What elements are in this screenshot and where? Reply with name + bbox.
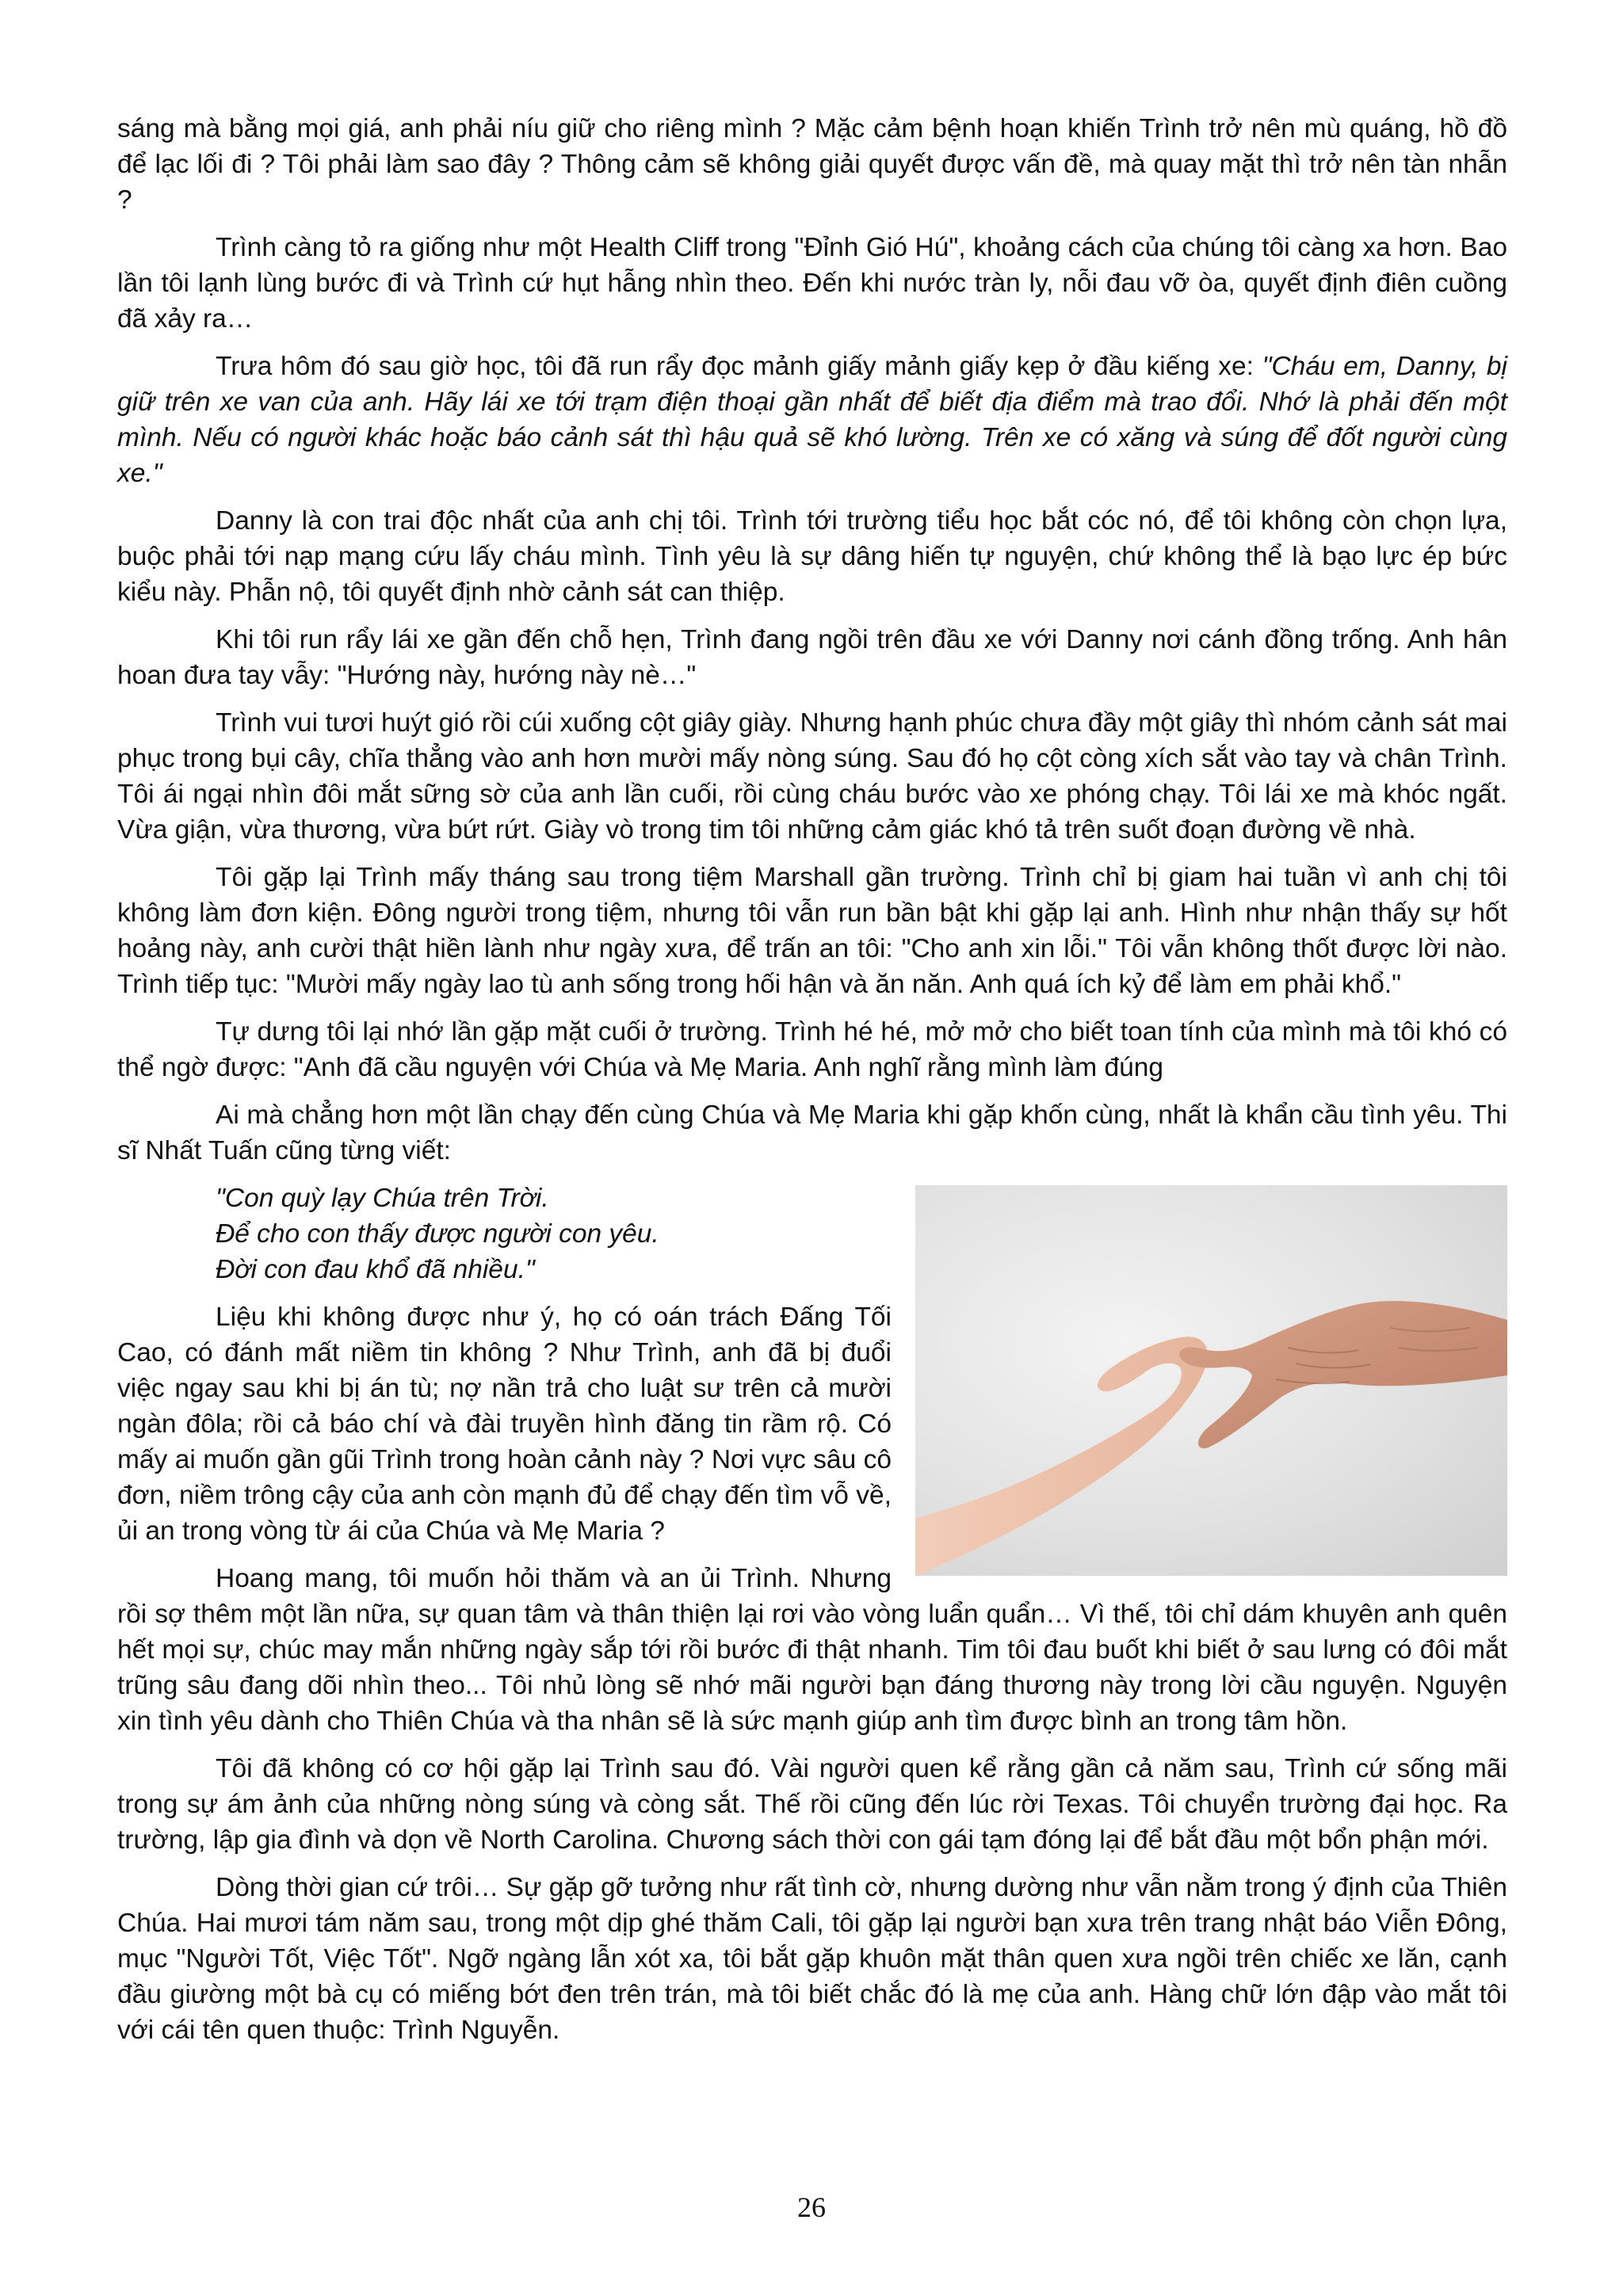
paragraph-13: Dòng thời gian cứ trôi… Sự gặp gỡ tưởng như rất tình cờ, nhưng dường như vẫn nằm trong ý định của Thiên Chúa. Hai mươi tám năm sau, trong một dịp ghé thăm Cali, tôi gặp lại người bạn xưa trên trang nhật báo Viễn Đông, mục "Người Tốt, Việc Tốt". Ngỡ ngàng lẫn xót xa, tôi bắt gặp khuôn mặt thân quen xưa ngồi trên chiếc xe lăn, cạnh đầu giường một bà cụ có miếng bớt đen trên trán, mà tôi biết chắc đó là mẹ của anh. Hàng chữ lớn đập vào mắt tôi với cái tên quen thuộc: Trình Nguyễn. [117,1873,1507,2045]
hands-photo [915,1185,1507,1576]
old-hand [1179,1301,1507,1448]
ransom-note-quote: "Cháu em, Danny, bị giữ trên xe van của anh. Hãy lái xe tới trạm điện thoại gần nhất để biết địa điểm mà trao đổi. Nhớ là phải đến một mình. Nếu có người khác hoặc báo cảnh sát thì hậu quả sẽ khó lường. Trên xe có xăng và súng để đốt người cùng xe." [117,352,1507,488]
page-number: 26 [797,2191,826,2223]
paragraph-10: Liệu khi không được như ý, họ có oán trách Đấng Tối Cao, có đánh mất niềm tin không ? Như Trình, anh đã bị đuổi việc ngay sau khi bị án tù; nợ nần trả cho luật sư trên cả mười ngàn đôla; rồi cả báo chí và đài truyền hình đăng tin rầm rộ. Có mấy ai muốn gần gũi Trình trong hoàn cảnh này ? Nơi vực sâu cô đơn, niềm trông cậy của anh còn mạnh đủ để chạy đến tìm vỗ về, ủi an trong vòng từ ái của Chúa và Mẹ Maria ? [117,1302,892,1546]
paragraph-9: Ai mà chẳng hơn một lần chạy đến cùng Chúa và Mẹ Maria khi gặp khốn cùng, nhất là khẩn cầu tình yêu. Thi sĩ Nhất Tuấn cũng từng viết: [117,1100,1507,1165]
poem-line: "Con quỳ lạy Chúa trên Trời. [216,1184,549,1213]
hands-illustration [915,1185,1507,1576]
poem-line: Để cho con thấy được người con yêu. [216,1219,659,1249]
paragraph-3-lead: Trưa hôm đó sau giờ học, tôi đã run rẩy đọc mảnh giấy mảnh giấy kẹp ở đầu kiếng xe: [216,352,1262,381]
poem-line: Đời con đau khổ đã nhiều." [216,1255,535,1284]
paragraph-11: Hoang mang, tôi muốn hỏi thăm và an ủi Trình. Nhưng rồi sợ thêm một lần nữa, sự quan tâm và thân thiện lại rơi vào vòng luẩn quẩn… Vì thế, tôi chỉ dám khuyên anh quên hết mọi sự, chúc may mắn những ngày sắp tới rồi bước đi thật nhanh. Tim tôi đau buốt khi biết ở sau lưng có đôi mắt trũng sâu đang dõi nhìn theo... Tôi nhủ lòng sẽ nhớ mãi người bạn đáng thương này trong lời cầu nguyện. Nguyện xin tình yêu dành cho Thiên Chúa và tha nhân sẽ là sức mạnh giúp anh tìm được bình an trong tâm hồn. [117,1564,1507,1736]
paragraph-8: Tự dưng tôi lại nhớ lần gặp mặt cuối ở trường. Trình hé hé, mở mở cho biết toan tính của mình mà tôi khó có thể ngờ được: "Anh đã cầu nguyện với Chúa và Mẹ Maria. Anh nghĩ rằng mình làm đúng [117,1017,1507,1082]
paragraph-5: Khi tôi run rẩy lái xe gần đến chỗ hẹn, Trình đang ngồi trên đầu xe với Danny nơi cánh đồng trống. Anh hân hoan đưa tay vẫy: "Hướng này, hướng này nè…" [117,625,1507,690]
paragraph-1: sáng mà bằng mọi giá, anh phải níu giữ cho riêng mình ? Mặc cảm bệnh hoạn khiến Trình trở nên mù quáng, hồ đồ để lạc lối đi ? Tôi phải làm sao đây ? Thông cảm sẽ không giải quyết được vấn đề, mà quay mặt thì trở nên tàn nhẫn ? [117,114,1507,215]
paragraph-6: Trình vui tươi huýt gió rồi cúi xuống cột giây giày. Nhưng hạnh phúc chưa đầy một giây thì nhóm cảnh sát mai phục trong bụi cây, chĩa thẳng vào anh hơn mười mấy nòng súng. Sau đó họ cột còng xích sắt vào tay và chân Trình. Tôi ái ngại nhìn đôi mắt sững sờ của anh lần cuối, rồi cùng cháu bước vào xe phóng chạy. Tôi lái xe mà khóc ngất. Vừa giận, vừa thương, vừa bứt rứt. Giày vò trong tim tôi những cảm giác khó tả trên suốt đoạn đường về nhà. [117,708,1507,845]
page-body [117,111,1507,2060]
paragraph-12: Tôi đã không có cơ hội gặp lại Trình sau đó. Vài người quen kể rằng gần cả năm sau, Trình cứ sống mãi trong sự ám ảnh của những nòng súng và còng sắt. Thế rồi cũng đến lúc rời Texas. Tôi chuyển trường đại học. Ra trường, lập gia đình và dọn về North Carolina. Chương sách thời con gái tạm đóng lại để bắt đầu một bổn phận mới. [117,1754,1507,1855]
paragraph-3 [117,349,1507,491]
paragraph-2: Trình càng tỏ ra giống như một Health Cliff trong "Đỉnh Gió Hú", khoảng cách của chúng tôi càng xa hơn. Bao lần tôi lạnh lùng bước đi và Trình cứ hụt hẫng nhìn theo. Đến khi nước tràn ly, nỗi đau vỡ òa, quyết định điên cuồng đã xảy ra… [117,233,1507,334]
paragraph-7: Tôi gặp lại Trình mấy tháng sau trong tiệm Marshall gần trường. Trình chỉ bị giam hai tuần vì anh chị tôi không làm đơn kiện. Đông người trong tiệm, nhưng tôi vẫn run bần bật khi gặp lại anh. Hình như nhận thấy sự hốt hoảng này, anh cười thật hiền lành như ngày xưa, để trấn an tôi: "Cho anh xin lỗi." Tôi vẫn không thốt được lời nào. Trình tiếp tục: "Mười mấy ngày lao tù anh sống trong hối hận và ăn năn. Anh quá ích kỷ để làm em phải khổ." [117,863,1507,999]
paragraph-4: Danny là con trai độc nhất của anh chị tôi. Trình tới trường tiểu học bắt cóc nó, để tôi không còn chọn lựa, buộc phải tới nạp mạng cứu lấy cháu mình. Tình yêu là sự dâng hiến tự nguyện, chứ không thể là bạo lực ép bức kiểu này. Phẫn nộ, tôi quyết định nhờ cảnh sát can thiệp. [117,506,1507,607]
young-hand [915,1337,1208,1576]
